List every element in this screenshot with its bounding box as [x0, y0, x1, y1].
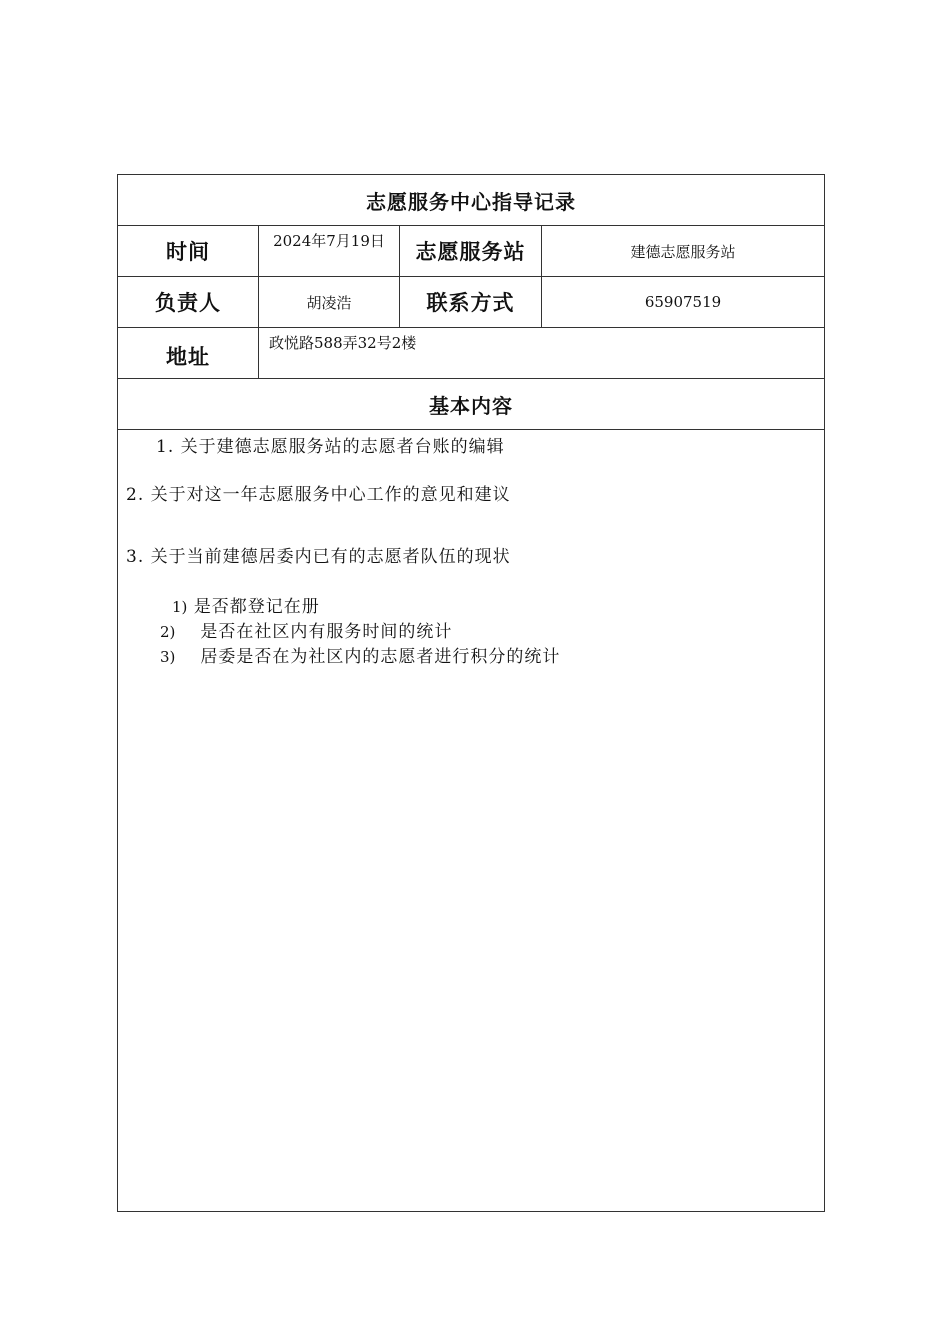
address-label: 地址 [118, 328, 259, 378]
guidance-record-form [117, 174, 825, 1212]
sub-item [160, 642, 560, 667]
content-item-text: 关于对这一年志愿服务中心工作的意见和建议 [150, 485, 511, 505]
content-item [156, 432, 505, 457]
content-item-number: 2. [126, 485, 145, 505]
content-item-text: 关于当前建德居委内已有的志愿者队伍的现状 [150, 547, 511, 567]
section-title: 基本内容 [429, 393, 513, 418]
time-label: 时间 [118, 226, 259, 276]
sub-item-text: 是否都登记在册 [193, 597, 320, 617]
address-row [118, 328, 824, 379]
station-label: 志愿服务站 [400, 226, 542, 276]
content-item [126, 542, 511, 567]
sub-item [160, 617, 452, 642]
sub-item-number: 2) [160, 623, 176, 641]
sub-item-text: 居委是否在为社区内的志愿者进行积分的统计 [200, 647, 561, 667]
sub-item-number: 3) [160, 648, 176, 666]
content-item-number: 3. [126, 547, 145, 567]
title-row [118, 175, 824, 226]
time-station-row [118, 226, 824, 277]
content-item-text: 关于建德志愿服务站的志愿者台账的编辑 [180, 437, 505, 457]
manager-label: 负责人 [118, 277, 259, 327]
manager-contact-row [118, 277, 824, 328]
sub-item [172, 592, 320, 617]
sub-item-text: 是否在社区内有服务时间的统计 [200, 622, 453, 642]
form-title: 志愿服务中心指导记录 [366, 189, 576, 214]
contact-label: 联系方式 [400, 277, 542, 327]
station-value: 建德志愿服务站 [630, 242, 736, 261]
time-value: 2024年7月19日 [259, 226, 400, 276]
content-item [126, 480, 511, 505]
section-row [118, 379, 824, 430]
address-value: 政悦路588弄32号2楼 [269, 334, 417, 352]
content-item-number: 1. [156, 437, 175, 457]
manager-value: 胡凌浩 [259, 277, 400, 327]
sub-item-number: 1) [172, 598, 188, 616]
contact-value: 65907519 [644, 293, 722, 311]
